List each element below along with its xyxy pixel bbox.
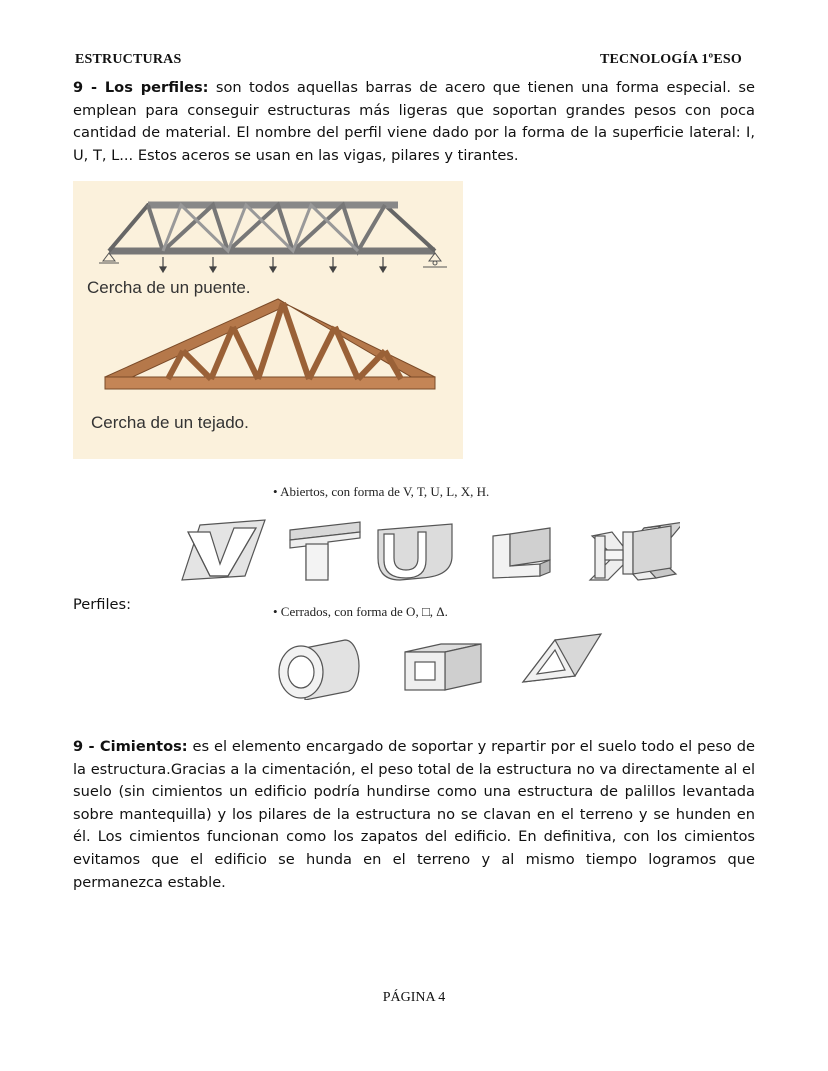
load-arrows xyxy=(160,257,386,272)
page-number: PÁGINA 4 xyxy=(382,990,446,1005)
header-left: ESTRUCTURAS xyxy=(75,52,182,67)
section-lead-perfiles: 9 - Los perfiles: xyxy=(73,79,209,96)
caption-bridge: Cercha de un puente. xyxy=(87,278,251,297)
section-text-perfiles: son todos aquellas barras de acero que tienen una forma especial. se emplean para conseguir estructuras más ligeras que soportan grandes pesos con poca cantidad de material. El nombre del perfil viene dado por la forma de la superficie lateral: I, U, T, L... Estos aceros se usan en las vigas, pilares y tirantes. xyxy=(73,79,755,164)
profile-v xyxy=(182,520,265,580)
profile-o xyxy=(279,640,359,700)
profile-h xyxy=(595,526,671,578)
profiles-figure xyxy=(265,480,675,700)
section-text-cimientos: es el elemento encargado de soportar y repartir por el suelo todo el peso de la estructura.Gracias a la cimentación, el peso total de la estructura no va directamente al el suelo (sin cimientos un edificio podría hundirse como una estructura de palillos levantada sobre mantequilla) y los pilares de la estructura no se clavan en el terreno y se hunden en él. Los cimientos funcionan como los zapatos del edificio. En definitiva, con los cimientos evitamos que el edificio se hunda en el terreno y al mismo tiempo logramos que permanezca estable. xyxy=(73,738,755,891)
paragraph-perfiles xyxy=(73,77,755,167)
perfiles-label: Perfiles: xyxy=(73,596,132,613)
profile-square xyxy=(405,644,481,690)
paragraph-cimientos xyxy=(73,736,755,894)
closed-profiles-label: • Cerrados, con forma de O, □, Δ. xyxy=(273,604,448,619)
truss-figure xyxy=(73,181,463,459)
roof-truss xyxy=(105,299,435,389)
profile-triangle xyxy=(523,634,601,682)
caption-roof: Cercha de un tejado. xyxy=(91,413,249,432)
open-profiles-label: • Abiertos, con forma de V, T, U, L, X, H. xyxy=(273,484,490,499)
bridge-truss xyxy=(109,205,435,251)
section-lead-cimientos: 9 - Cimientos: xyxy=(73,738,188,755)
header-right: TECNOLOGÍA 1ºESO xyxy=(599,52,742,67)
profile-shapes-right xyxy=(265,480,685,700)
